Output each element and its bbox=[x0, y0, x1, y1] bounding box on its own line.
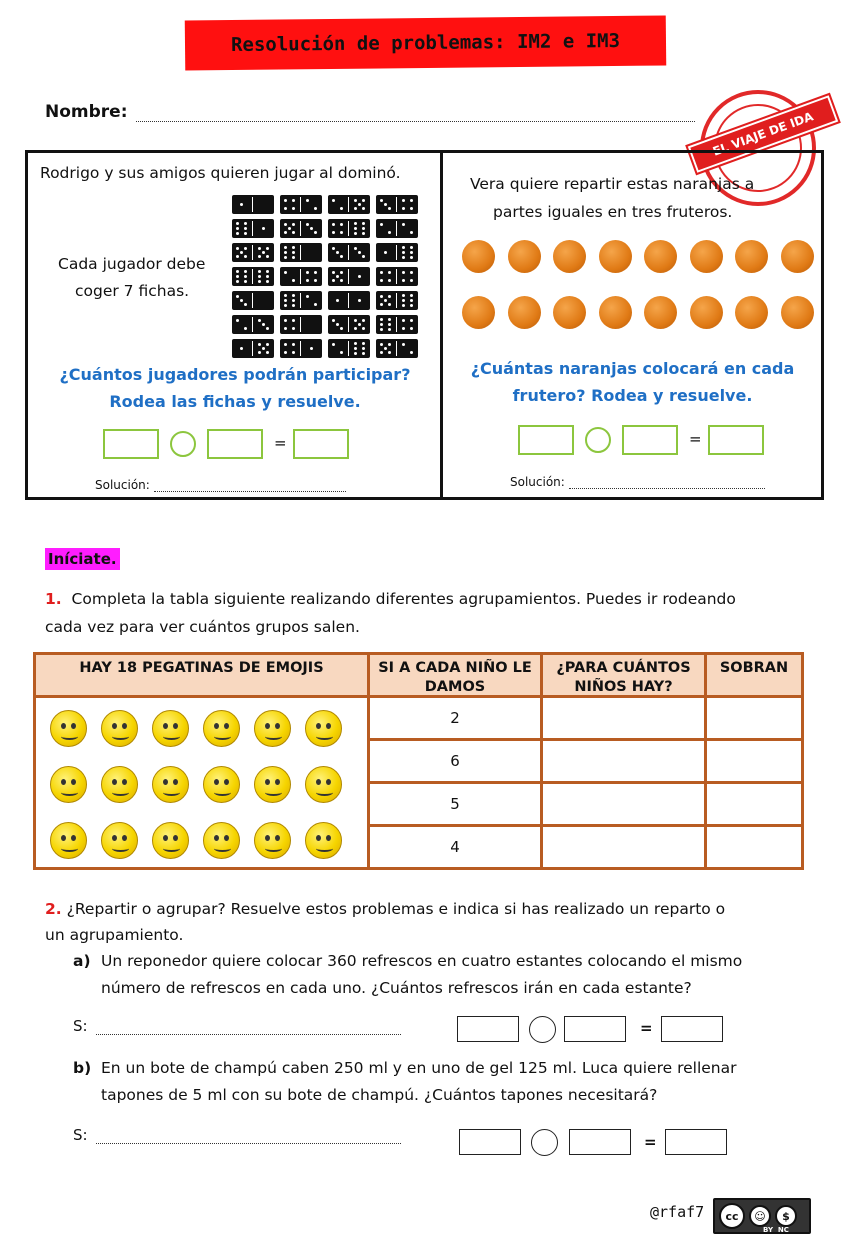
domino-tile[interactable] bbox=[328, 267, 370, 286]
equals-sign: = bbox=[644, 1133, 657, 1151]
domino-tile[interactable] bbox=[376, 243, 418, 262]
domino-question-line2: Rodea las fichas y resuelve. bbox=[109, 392, 361, 411]
domino-tile[interactable] bbox=[328, 243, 370, 262]
domino-tile[interactable] bbox=[328, 219, 370, 238]
orange-intro-line1: Vera quiere repartir estas naranjas a bbox=[470, 175, 755, 193]
answer-cell[interactable] bbox=[543, 784, 704, 824]
domino-tile[interactable] bbox=[280, 339, 322, 358]
answer-cell[interactable] bbox=[707, 827, 801, 867]
orange[interactable] bbox=[644, 296, 677, 329]
answer-box-2[interactable] bbox=[569, 1129, 631, 1155]
domino-tile[interactable] bbox=[376, 195, 418, 214]
exercise2-text-line1: 2. ¿Repartir o agrupar? Resuelve estos problemas e indica si has realizado un reparto o bbox=[45, 900, 726, 918]
answer-box-1[interactable] bbox=[459, 1129, 521, 1155]
domino-tile[interactable] bbox=[376, 315, 418, 334]
domino-tile[interactable] bbox=[280, 267, 322, 286]
answer-box-1[interactable] bbox=[518, 425, 574, 455]
domino-tile[interactable] bbox=[280, 195, 322, 214]
operator-circle[interactable] bbox=[585, 427, 611, 453]
part-b-line2: tapones de 5 ml con su bote de champú. ¿Cuántos tapones necesitará? bbox=[101, 1086, 658, 1104]
nc-icon: $ bbox=[775, 1205, 797, 1227]
domino-tile[interactable] bbox=[232, 195, 274, 214]
by-icon: ☺ bbox=[749, 1205, 771, 1227]
domino-tile[interactable] bbox=[328, 291, 370, 310]
cc-icon: cc bbox=[719, 1203, 745, 1229]
emoji-sticker[interactable] bbox=[254, 710, 291, 747]
part-b-solution[interactable]: S: bbox=[73, 1126, 401, 1144]
emoji-sticker[interactable] bbox=[50, 710, 87, 747]
answer-cell[interactable] bbox=[543, 827, 704, 867]
domino-intro: Rodrigo y sus amigos quieren jugar al dominó. bbox=[40, 164, 401, 182]
orange[interactable] bbox=[599, 296, 632, 329]
emoji-sticker[interactable] bbox=[305, 766, 342, 803]
table-value: 5 bbox=[370, 784, 540, 824]
cc-license-badge: cc ☺ $ BY NC bbox=[713, 1198, 811, 1234]
domino-tile[interactable] bbox=[328, 315, 370, 334]
answer-cell[interactable] bbox=[707, 784, 801, 824]
domino-question-line1: ¿Cuántos jugadores podrán participar? bbox=[59, 365, 411, 384]
part-a-solution[interactable]: S: bbox=[73, 1017, 401, 1035]
answer-box-1[interactable] bbox=[103, 429, 159, 459]
equals-sign: = bbox=[640, 1019, 653, 1037]
domino-tile[interactable] bbox=[280, 219, 322, 238]
domino-tile[interactable] bbox=[232, 339, 274, 358]
emoji-sticker[interactable] bbox=[305, 710, 342, 747]
table-header-4: SOBRAN bbox=[707, 655, 801, 695]
domino-tile[interactable] bbox=[328, 195, 370, 214]
equals-sign: = bbox=[274, 434, 287, 452]
emoji-sticker[interactable] bbox=[101, 766, 138, 803]
emoji-sticker[interactable] bbox=[152, 822, 189, 859]
box-divider bbox=[440, 153, 443, 497]
stamp-label: EL VIAJE DE IDA bbox=[688, 95, 839, 173]
orange[interactable] bbox=[690, 240, 723, 273]
emoji-sticker[interactable] bbox=[203, 710, 240, 747]
table-value: 2 bbox=[370, 698, 540, 738]
orange[interactable] bbox=[462, 296, 495, 329]
domino-tile[interactable] bbox=[280, 291, 322, 310]
domino-tile[interactable] bbox=[280, 315, 322, 334]
table-header-3: ¿PARA CUÁNTOS NIÑOS HAY? bbox=[543, 655, 704, 695]
operator-circle[interactable] bbox=[170, 431, 196, 457]
part-b-line1: En un bote de champú caben 250 ml y en uno de gel 125 ml. Luca quiere rellenar bbox=[101, 1059, 737, 1077]
emoji-sticker[interactable] bbox=[50, 766, 87, 803]
exercise1-text-line2: cada vez para ver cuántos grupos salen. bbox=[45, 618, 360, 636]
orange[interactable] bbox=[553, 240, 586, 273]
solution-line[interactable] bbox=[510, 475, 765, 489]
answer-box-2[interactable] bbox=[622, 425, 678, 455]
answer-cell[interactable] bbox=[707, 741, 801, 781]
orange[interactable] bbox=[735, 296, 768, 329]
solution-line[interactable] bbox=[95, 478, 346, 492]
emoji-table bbox=[33, 652, 804, 870]
domino-tile[interactable] bbox=[232, 243, 274, 262]
orange-intro-line2: partes iguales en tres fruteros. bbox=[493, 203, 733, 221]
exercise2-text-line2: un agrupamiento. bbox=[45, 926, 184, 944]
answer-box-1[interactable] bbox=[457, 1016, 519, 1042]
part-b-letter: b) bbox=[73, 1059, 92, 1077]
orange[interactable] bbox=[781, 240, 814, 273]
orange[interactable] bbox=[599, 240, 632, 273]
domino-tile[interactable] bbox=[232, 291, 274, 310]
answer-box-2[interactable] bbox=[207, 429, 263, 459]
orange[interactable] bbox=[462, 240, 495, 273]
solution-label: Solución: bbox=[510, 475, 565, 489]
domino-tile[interactable] bbox=[328, 339, 370, 358]
answer-box-3[interactable] bbox=[293, 429, 349, 459]
orange-question-line1: ¿Cuántas naranjas colocará en cada bbox=[470, 359, 795, 378]
domino-rule-line1: Cada jugador debe bbox=[58, 255, 206, 273]
domino-tile[interactable] bbox=[280, 243, 322, 262]
table-value: 4 bbox=[370, 827, 540, 867]
operator-circle[interactable] bbox=[531, 1129, 558, 1156]
emoji-sticker[interactable] bbox=[203, 822, 240, 859]
exercise1-text-line1: 1. Completa la tabla siguiente realizando diferentes agrupamientos. Puedes ir rodeando bbox=[45, 590, 736, 608]
orange[interactable] bbox=[690, 296, 723, 329]
table-value: 6 bbox=[370, 741, 540, 781]
orange[interactable] bbox=[508, 296, 541, 329]
answer-cell[interactable] bbox=[707, 698, 801, 738]
operator-circle[interactable] bbox=[529, 1016, 556, 1043]
orange[interactable] bbox=[508, 240, 541, 273]
part-a-line1: Un reponedor quiere colocar 360 refrescos en cuatro estantes colocando el mismo bbox=[101, 952, 743, 970]
domino-tile[interactable] bbox=[232, 219, 274, 238]
orange[interactable] bbox=[781, 296, 814, 329]
table-header-1: HAY 18 PEGATINAS DE EMOJIS bbox=[36, 655, 367, 695]
domino-tile[interactable] bbox=[376, 339, 418, 358]
emoji-sticker[interactable] bbox=[203, 766, 240, 803]
domino-tile[interactable] bbox=[376, 219, 418, 238]
answer-cell[interactable] bbox=[543, 741, 704, 781]
orange[interactable] bbox=[735, 240, 768, 273]
name-dotted-line[interactable] bbox=[136, 108, 695, 122]
orange[interactable] bbox=[644, 240, 677, 273]
emoji-sticker[interactable] bbox=[254, 822, 291, 859]
emoji-sticker[interactable] bbox=[101, 710, 138, 747]
orange-question-line2: frutero? Rodea y resuelve. bbox=[512, 386, 753, 405]
orange[interactable] bbox=[553, 296, 586, 329]
part-a-letter: a) bbox=[73, 952, 91, 970]
section-badge: Iníciate. bbox=[45, 548, 120, 570]
part-a-line2: número de refrescos en cada uno. ¿Cuántos refrescos irán en cada estante? bbox=[101, 979, 692, 997]
emoji-sticker[interactable] bbox=[152, 766, 189, 803]
domino-tile[interactable] bbox=[376, 267, 418, 286]
emoji-sticker[interactable] bbox=[101, 822, 138, 859]
page-title: Resolución de problemas: IM2 e IM3 bbox=[185, 15, 666, 70]
emoji-sticker[interactable] bbox=[254, 766, 291, 803]
answer-box-2[interactable] bbox=[564, 1016, 626, 1042]
domino-tile[interactable] bbox=[232, 267, 274, 286]
name-label: Nombre: bbox=[45, 102, 128, 122]
answer-cell[interactable] bbox=[543, 698, 704, 738]
emoji-sticker[interactable] bbox=[152, 710, 189, 747]
emoji-sticker[interactable] bbox=[50, 822, 87, 859]
author-credit: @rfaf7 bbox=[650, 1203, 705, 1221]
table-header-2: SI A CADA NIÑO LE DAMOS bbox=[370, 655, 540, 695]
name-field[interactable] bbox=[45, 96, 695, 122]
answer-box-3[interactable] bbox=[708, 425, 764, 455]
equals-sign: = bbox=[689, 430, 702, 448]
domino-tile[interactable] bbox=[232, 315, 274, 334]
solution-label: Solución: bbox=[95, 478, 150, 492]
emoji-sticker[interactable] bbox=[305, 822, 342, 859]
domino-rule-line2: coger 7 fichas. bbox=[75, 282, 190, 300]
domino-tile[interactable] bbox=[376, 291, 418, 310]
answer-box-3[interactable] bbox=[661, 1016, 723, 1042]
answer-box-3[interactable] bbox=[665, 1129, 727, 1155]
